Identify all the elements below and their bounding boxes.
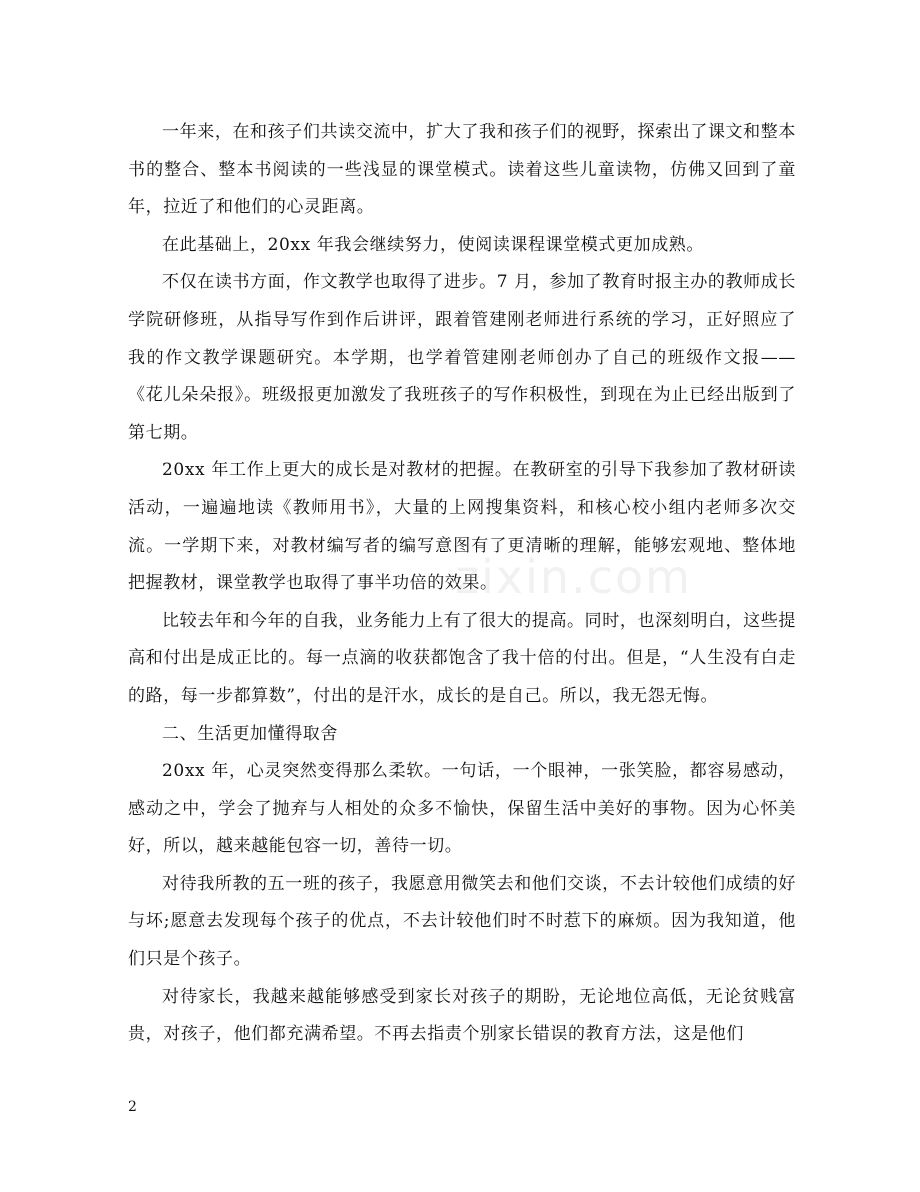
paragraph-reading-goal: 在此基础上，20xx 年我会继续努力，使阅读课程课堂模式更加成熟。 — [162, 234, 705, 255]
paragraph-students: 对待我所教的五一班的孩子，我愿意用微笑去和他们交谈，不去计较他们成绩的好与坏;愿意去发现每个孩子的优点，不去计较他们时不时惹下的麻烦。因为我知道，他们只是个孩子。 — [128, 873, 796, 970]
watermark: zixin.com — [455, 550, 692, 604]
paragraph-parents: 对待家长，我越来越能够感受到家长对孩子的期盼，无论地位高低，无论贫贱富贵，对孩子，他们都充满希望。不再去指责个别家长错误的教育方法，这是他们 — [128, 986, 796, 1045]
paragraph-soft-heart: 20xx 年，心灵突然变得那么柔软。一句话，一个眼神，一张笑脸，都容易感动，感动之中，学会了抛弃与人相处的众多不愉快，保留生活中美好的事物。因为心怀美好，所以，越来越能包容一切，善待一切。 — [128, 761, 796, 857]
paragraph-textbook-study: 20xx 年工作上更大的成长是对教材的把握。在教研室的引导下我参加了教材研读活动，一遍遍地读《教师用书》，大量的上网搜集资料，和核心校小组内老师多次交流。一学期下来，对教材编写者的编写意图有了更清晰的理解，能够宏观地、整体地把握教材，课堂教学也取得了事半功倍的效果。 — [128, 460, 796, 594]
paragraph-writing-teaching: 不仅在读书方面，作文教学也取得了进步。7 月，参加了教育时报主办的教师成长学院研修班，从指导写作到作后讲评，跟着管建刚老师进行系统的学习，正好照应了我的作文教学课题研究。本学期，也学着管建刚老师创办了自己的班级作文报——《花儿朵朵报》。班级报更加激发了我班孩子的写作积极性，到现在为止已经出版到了第七期。 — [128, 272, 796, 443]
section-heading-life: 二、生活更加懂得取舍 — [162, 723, 338, 744]
paragraph-reading-summary: 一年来，在和孩子们共读交流中，扩大了我和孩子们的视野，探索出了课文和整本书的整合、整本书阅读的一些浅显的课堂模式。读着这些儿童读物，仿佛又回到了童年，拉近了和他们的心灵距离。 — [128, 122, 796, 218]
page-number: 2 — [128, 1099, 137, 1115]
paragraph-self-comparison: 比较去年和今年的自我，业务能力上有了很大的提高。同时，也深刻明白，这些提高和付出是成正比的。每一点滴的收获都饱含了我十倍的付出。但是，“人生没有白走的路，每一步都算数”，付出的是汗水，成长的是自己。所以，我无怨无悔。 — [128, 610, 796, 706]
